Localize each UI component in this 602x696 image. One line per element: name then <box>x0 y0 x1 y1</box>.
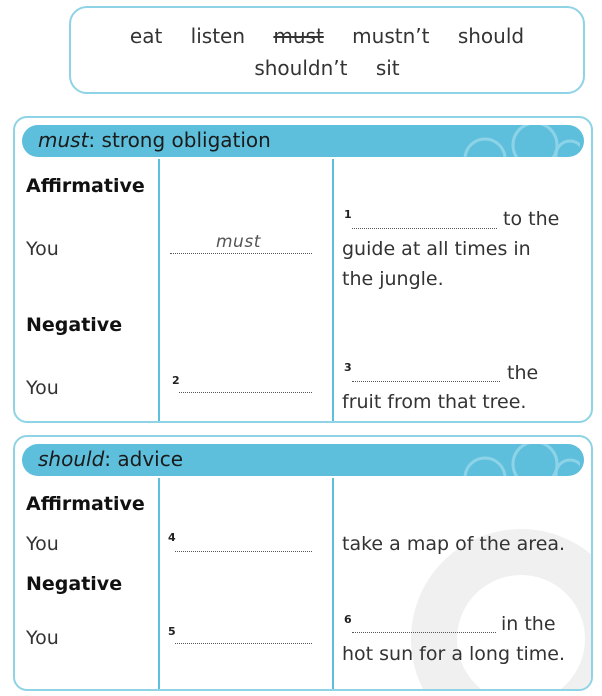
must-negative-heading: Negative <box>26 314 123 336</box>
must-title-bar <box>22 125 584 157</box>
item-3-text-a: the <box>507 362 539 384</box>
must-grammar-table <box>13 116 593 423</box>
item-2-blank[interactable] <box>179 392 312 393</box>
item-3-blank[interactable] <box>352 381 500 382</box>
word-sit: sit <box>375 56 400 80</box>
word-bank-line-1 <box>71 24 583 48</box>
item-6-text-a: in the <box>501 613 556 635</box>
item-1-blank[interactable] <box>352 228 497 229</box>
item-6-text-b: hot sun for a long time. <box>342 643 566 665</box>
should-title-bar <box>22 444 584 476</box>
must-affirmative-blank[interactable] <box>170 253 312 254</box>
word-eat: eat <box>129 24 163 48</box>
must-title-keyword: must <box>38 128 89 152</box>
column-divider-4 <box>332 478 334 691</box>
must-affirmative-heading: Affirmative <box>26 175 145 197</box>
should-negative-subject: You <box>26 627 59 649</box>
column-divider-3 <box>158 478 160 691</box>
must-affirmative-subject: You <box>26 238 59 260</box>
must-affirmative-answer: must <box>216 232 261 252</box>
must-title-rest: : strong obligation <box>88 128 271 152</box>
word-bank-line-2 <box>71 56 583 80</box>
decorative-swirl-icon <box>440 125 580 157</box>
should-affirmative-heading: Affirmative <box>26 493 145 515</box>
item-5-blank[interactable] <box>175 643 312 644</box>
should-negative-heading: Negative <box>26 573 123 595</box>
item-6-blank[interactable] <box>352 632 496 633</box>
must-negative-subject: You <box>26 377 59 399</box>
column-divider-2 <box>332 159 334 423</box>
item-3-text-b: fruit from that tree. <box>342 391 527 413</box>
item-1-text-c: the jungle. <box>342 268 444 290</box>
item-1-text-a: to the <box>503 208 560 230</box>
should-title-rest: : advice <box>104 447 184 471</box>
item-6-number: 6 <box>344 613 352 626</box>
item-1-number: 1 <box>344 208 352 221</box>
item-5-number: 5 <box>168 625 176 638</box>
word-should: should <box>457 24 525 48</box>
should-title-keyword: should <box>38 447 105 471</box>
word-shouldnt: shouldn’t <box>254 56 348 80</box>
item-2-number: 2 <box>172 374 180 387</box>
should-title <box>38 447 183 471</box>
word-listen: listen <box>190 24 246 48</box>
must-title <box>38 128 271 152</box>
item-4-number: 4 <box>168 531 176 544</box>
item-1-text-b: guide at all times in <box>342 238 531 260</box>
item-4-blank[interactable] <box>175 551 312 552</box>
word-must-struck: must <box>273 24 324 48</box>
column-divider-1 <box>158 159 160 423</box>
word-mustnt: mustn’t <box>352 24 430 48</box>
word-bank <box>69 6 585 94</box>
should-grammar-table <box>13 435 593 691</box>
item-4-text: take a map of the area. <box>342 533 566 555</box>
item-3-number: 3 <box>344 361 352 374</box>
decorative-swirl-icon <box>440 444 580 476</box>
should-affirmative-subject: You <box>26 533 59 555</box>
